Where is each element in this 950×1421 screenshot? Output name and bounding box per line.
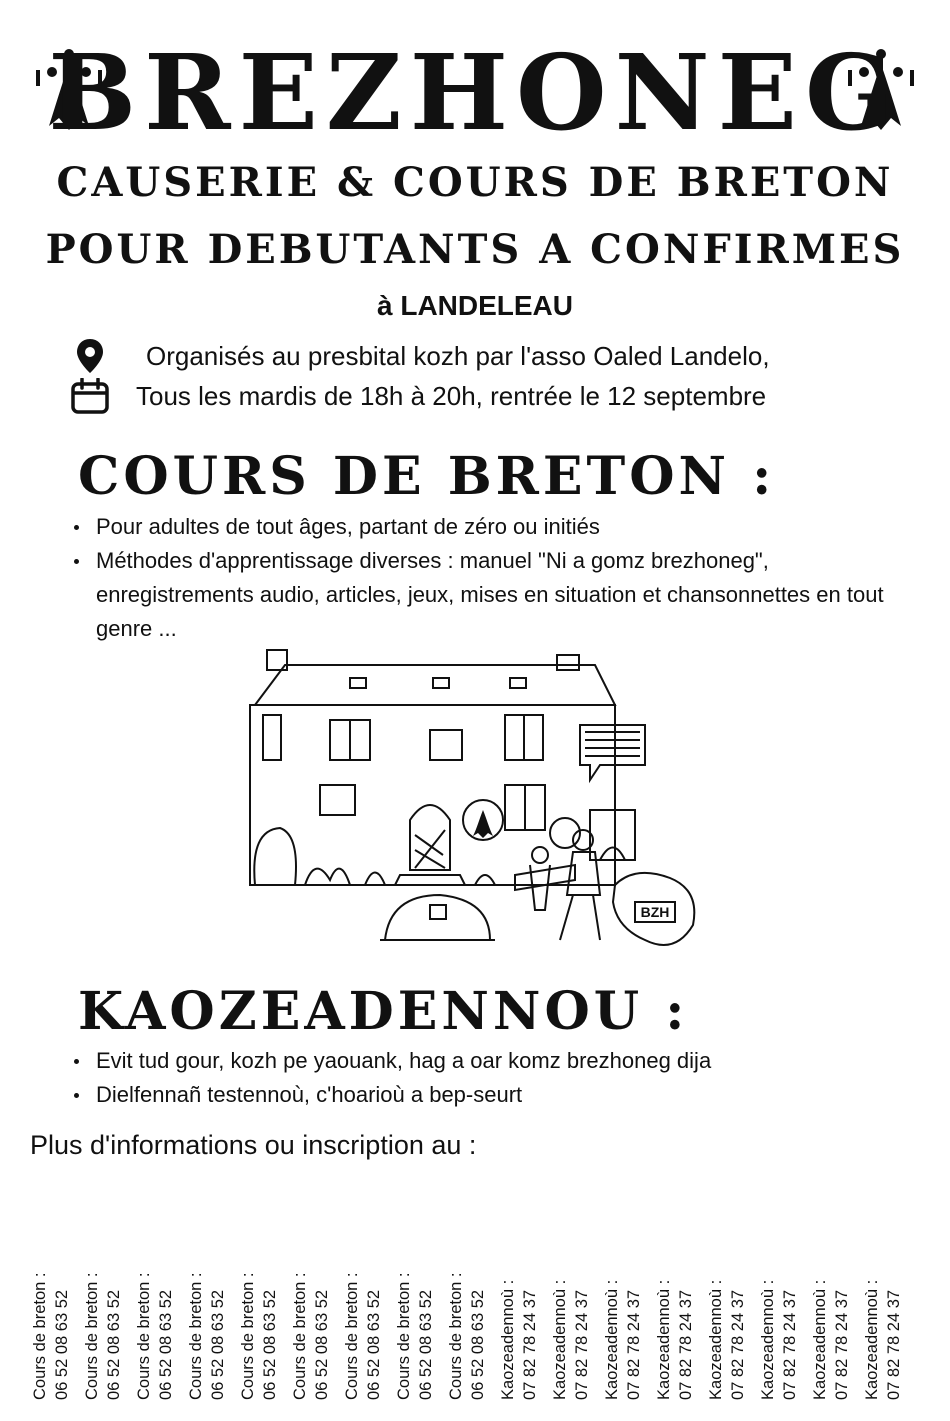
schedule-text: Tous les mardis de 18h à 20h, rentrée le 12 septembre: [136, 380, 767, 411]
strip-phone: 07 82 78 24 37: [781, 1289, 799, 1400]
organizer-text: Organisés au presbital kozh par l'asso Oaled Landelo,: [146, 340, 770, 371]
tear-strip[interactable]: [390, 1230, 440, 1400]
strip-label: Cours de breton :: [447, 1272, 465, 1400]
title-row: [0, 28, 950, 158]
tear-strip[interactable]: [650, 1230, 700, 1400]
strip-label: Cours de breton :: [31, 1272, 49, 1400]
tear-strip[interactable]: [806, 1230, 856, 1400]
section-title-cours: COURS DE BRETON :: [78, 446, 776, 507]
strip-label: Cours de breton :: [395, 1272, 413, 1400]
strip-label: Kaozeadennoù :: [811, 1279, 829, 1400]
tear-strip[interactable]: [598, 1230, 648, 1400]
strip-phone: 07 82 78 24 37: [573, 1289, 591, 1400]
tear-off-strips: [26, 1230, 926, 1400]
strip-phone: 07 82 78 24 37: [677, 1289, 695, 1400]
strip-phone: 07 82 78 24 37: [833, 1289, 851, 1400]
strip-label: Kaozeadennoù :: [759, 1279, 777, 1400]
strip-label: Kaozeadennoù :: [863, 1279, 881, 1400]
tear-strip[interactable]: [26, 1230, 76, 1400]
location-title: à LANDELEAU: [376, 290, 573, 321]
tear-strip[interactable]: [130, 1230, 180, 1400]
strip-phone: 07 82 78 24 37: [625, 1289, 643, 1400]
strip-phone: 07 82 78 24 37: [729, 1289, 747, 1400]
strip-phone: 06 52 08 63 52: [417, 1289, 435, 1400]
list-item: Méthodes d'apprentissage diverses : manuel "Ni a gomz brezhoneg", enregistrements audio, articles, jeux, mises en situation et chansonnettes en tout genre ...: [70, 544, 920, 646]
list-item: Dielfennañ testennoù, c'hoarioù a bep-seurt: [70, 1078, 920, 1112]
strip-label: Kaozeadennoù :: [551, 1279, 569, 1400]
tear-strip[interactable]: [754, 1230, 804, 1400]
strip-label: Cours de breton :: [83, 1272, 101, 1400]
strip-label: Kaozeadennoù :: [499, 1279, 517, 1400]
strip-label: Kaozeadennoù :: [707, 1279, 725, 1400]
page-title: BREZHONEG: [48, 31, 902, 154]
cours-bullet-list: [70, 510, 920, 646]
tear-strip[interactable]: [234, 1230, 284, 1400]
strip-phone: 06 52 08 63 52: [209, 1289, 227, 1400]
strip-phone: 07 82 78 24 37: [521, 1289, 539, 1400]
strip-label: Cours de breton :: [239, 1272, 257, 1400]
bzh-map-label: BZH: [640, 904, 670, 920]
strip-label: Cours de breton :: [187, 1272, 205, 1400]
tear-strip[interactable]: [702, 1230, 752, 1400]
strip-label: Cours de breton :: [343, 1272, 361, 1400]
list-item: Pour adultes de tout âges, partant de zéro ou initiés: [70, 510, 920, 544]
subtitle-line-1: CAUSERIE & COURS DE BRETON: [56, 159, 894, 206]
tear-strip[interactable]: [338, 1230, 388, 1400]
strip-phone: 06 52 08 63 52: [157, 1289, 175, 1400]
strip-label: Kaozeadennoù :: [603, 1279, 621, 1400]
subtitle-line-2: POUR DEBUTANTS A CONFIRMES: [45, 226, 905, 273]
tear-strip[interactable]: [442, 1230, 492, 1400]
strip-phone: 06 52 08 63 52: [261, 1289, 279, 1400]
strip-label: Cours de breton :: [291, 1272, 309, 1400]
tear-strip[interactable]: [182, 1230, 232, 1400]
strip-phone: 06 52 08 63 52: [365, 1289, 383, 1400]
strip-label: Cours de breton :: [135, 1272, 153, 1400]
organizer-line: [68, 336, 770, 376]
section-title-kaozeadennou: KAOZEADENNOU :: [78, 981, 689, 1042]
strip-phone: 06 52 08 63 52: [105, 1289, 123, 1400]
tear-strip[interactable]: [286, 1230, 336, 1400]
kaozeadennou-bullet-list: [70, 1044, 920, 1112]
tear-strip[interactable]: [494, 1230, 544, 1400]
more-info-text: Plus d'informations ou inscription au :: [30, 1130, 477, 1160]
calendar-icon: [68, 376, 112, 416]
strip-phone: 06 52 08 63 52: [313, 1289, 331, 1400]
schedule-line: [68, 376, 766, 416]
strip-label: Kaozeadennoù :: [655, 1279, 673, 1400]
strip-phone: 06 52 08 63 52: [53, 1289, 71, 1400]
tear-strip[interactable]: [546, 1230, 596, 1400]
presbytery-drawing: [205, 640, 725, 970]
list-item: Evit tud gour, kozh pe yaouank, hag a oar komz brezhoneg dija: [70, 1044, 920, 1078]
strip-phone: 06 52 08 63 52: [469, 1289, 487, 1400]
strip-phone: 07 82 78 24 37: [885, 1289, 903, 1400]
tear-strip[interactable]: [78, 1230, 128, 1400]
tear-strip[interactable]: [858, 1230, 908, 1400]
map-pin-icon: [68, 336, 112, 376]
